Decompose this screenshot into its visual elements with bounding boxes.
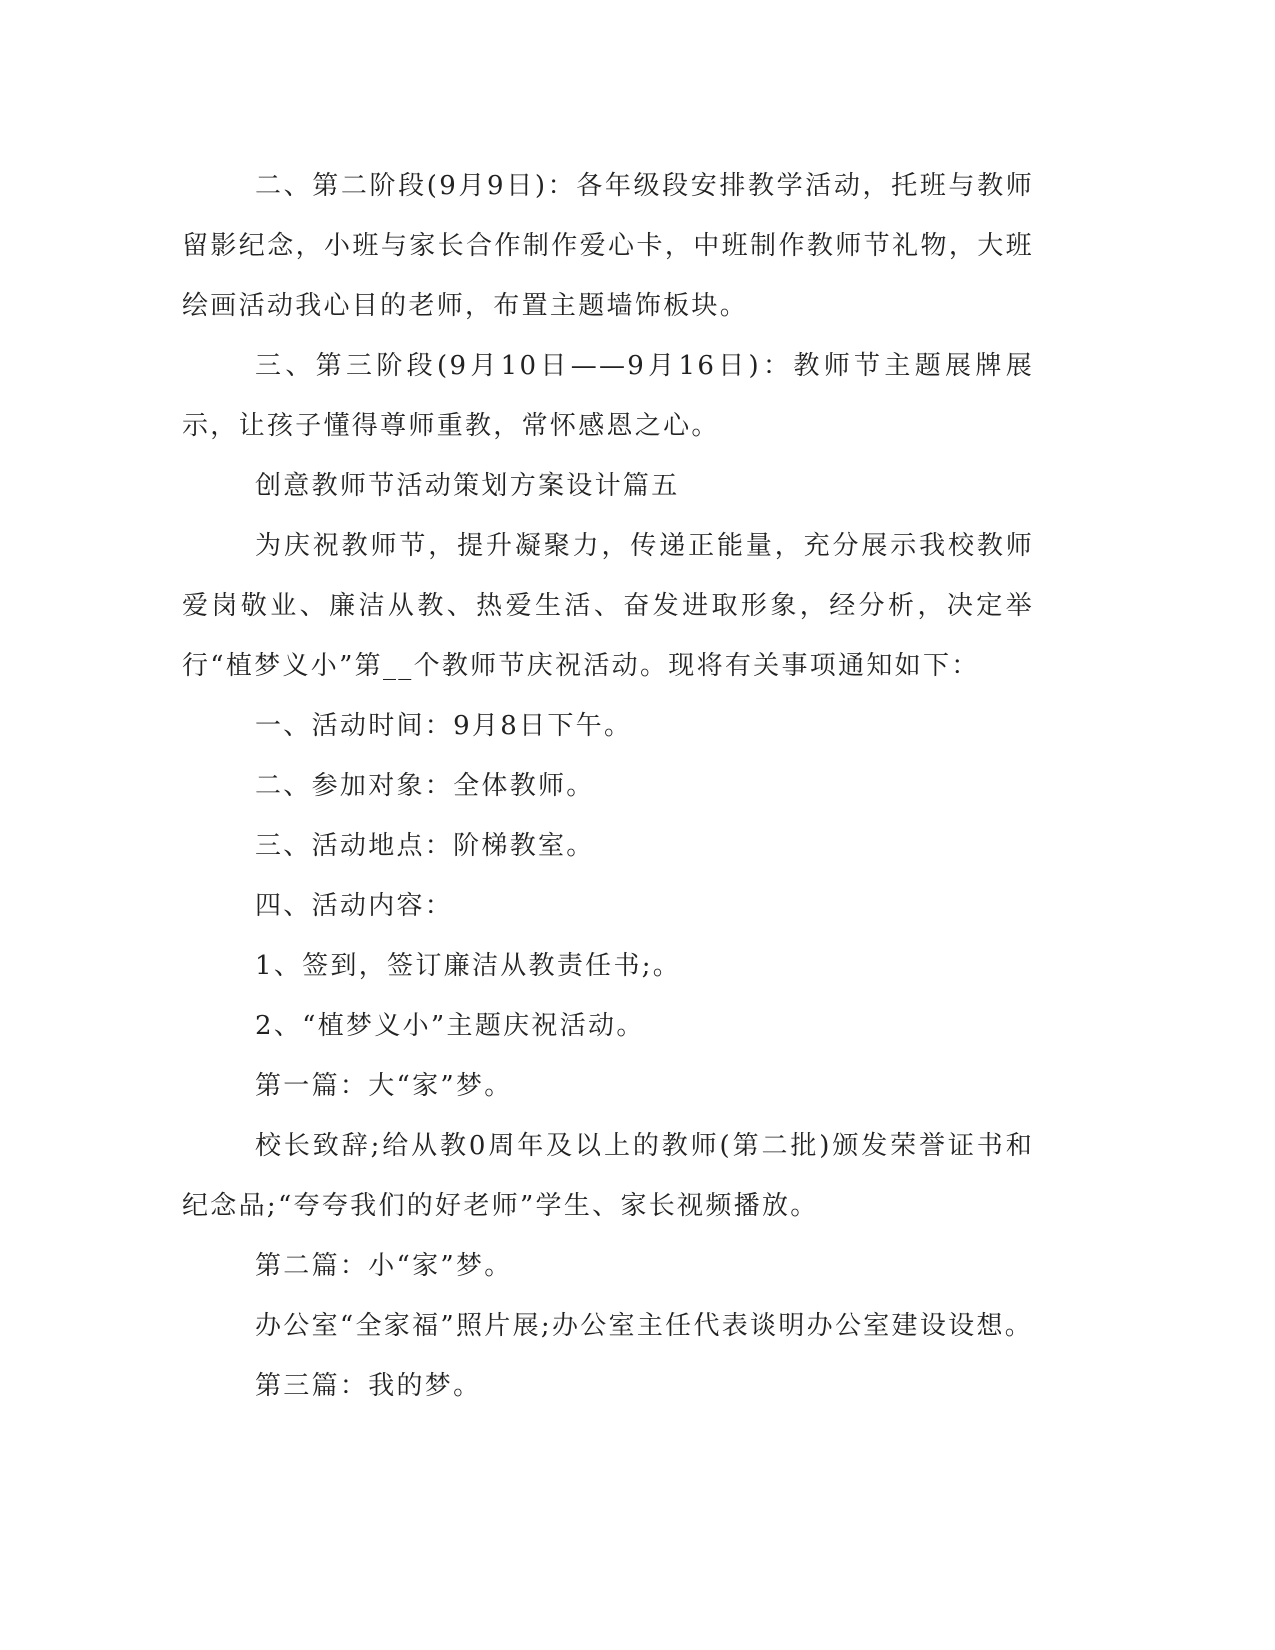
paragraph-stage-three: 三、第三阶段(9月10日——9月16日)：教师节主题展牌展示，让孩子懂得尊师重教，常怀感恩之心。 [182, 351, 1034, 441]
paragraph-activity-time: 一、活动时间：9月8日下午。 [255, 711, 633, 741]
paragraph-item-1: 1、签到，签订廉洁从教责任书;。 [255, 951, 682, 981]
paragraph-chapter-1: 第一篇：大“家”梦。 [255, 1071, 513, 1101]
paragraph-participants: 二、参加对象：全体教师。 [255, 771, 595, 801]
paragraph-content-heading: 四、活动内容： [255, 891, 454, 921]
paragraph-location: 三、活动地点：阶梯教室。 [255, 831, 595, 861]
paragraph-item-2: 2、“植梦义小”主题庆祝活动。 [255, 1011, 645, 1041]
paragraph-chapter-3: 第三篇：我的梦。 [255, 1371, 482, 1401]
document-body [182, 156, 1034, 1416]
paragraph-stage-two: 二、第二阶段(9月9日)：各年级段安排教学活动，托班与教师留影纪念，小班与家长合作制作爱心卡，中班制作教师节礼物，大班绘画活动我心目的老师，布置主题墙饰板块。 [182, 171, 1034, 321]
paragraph-chapter-2: 第二篇：小“家”梦。 [255, 1251, 513, 1281]
paragraph-intro: 为庆祝教师节，提升凝聚力，传递正能量，充分展示我校教师爱岗敬业、廉洁从教、热爱生活、奋发进取形象，经分析，决定举行“植梦义小”第__个教师节庆祝活动。现将有关事项通知如下： [182, 531, 1034, 681]
paragraph-chapter-2-detail: 办公室“全家福”照片展;办公室主任代表谈明办公室建设设想。 [255, 1311, 1034, 1341]
paragraph-chapter-1-detail: 校长致辞;给从教0周年及以上的教师(第二批)颁发荣誉证书和纪念品;“夸夸我们的好老师”学生、家长视频播放。 [182, 1131, 1034, 1221]
section-heading: 创意教师节活动策划方案设计篇五 [255, 471, 680, 501]
